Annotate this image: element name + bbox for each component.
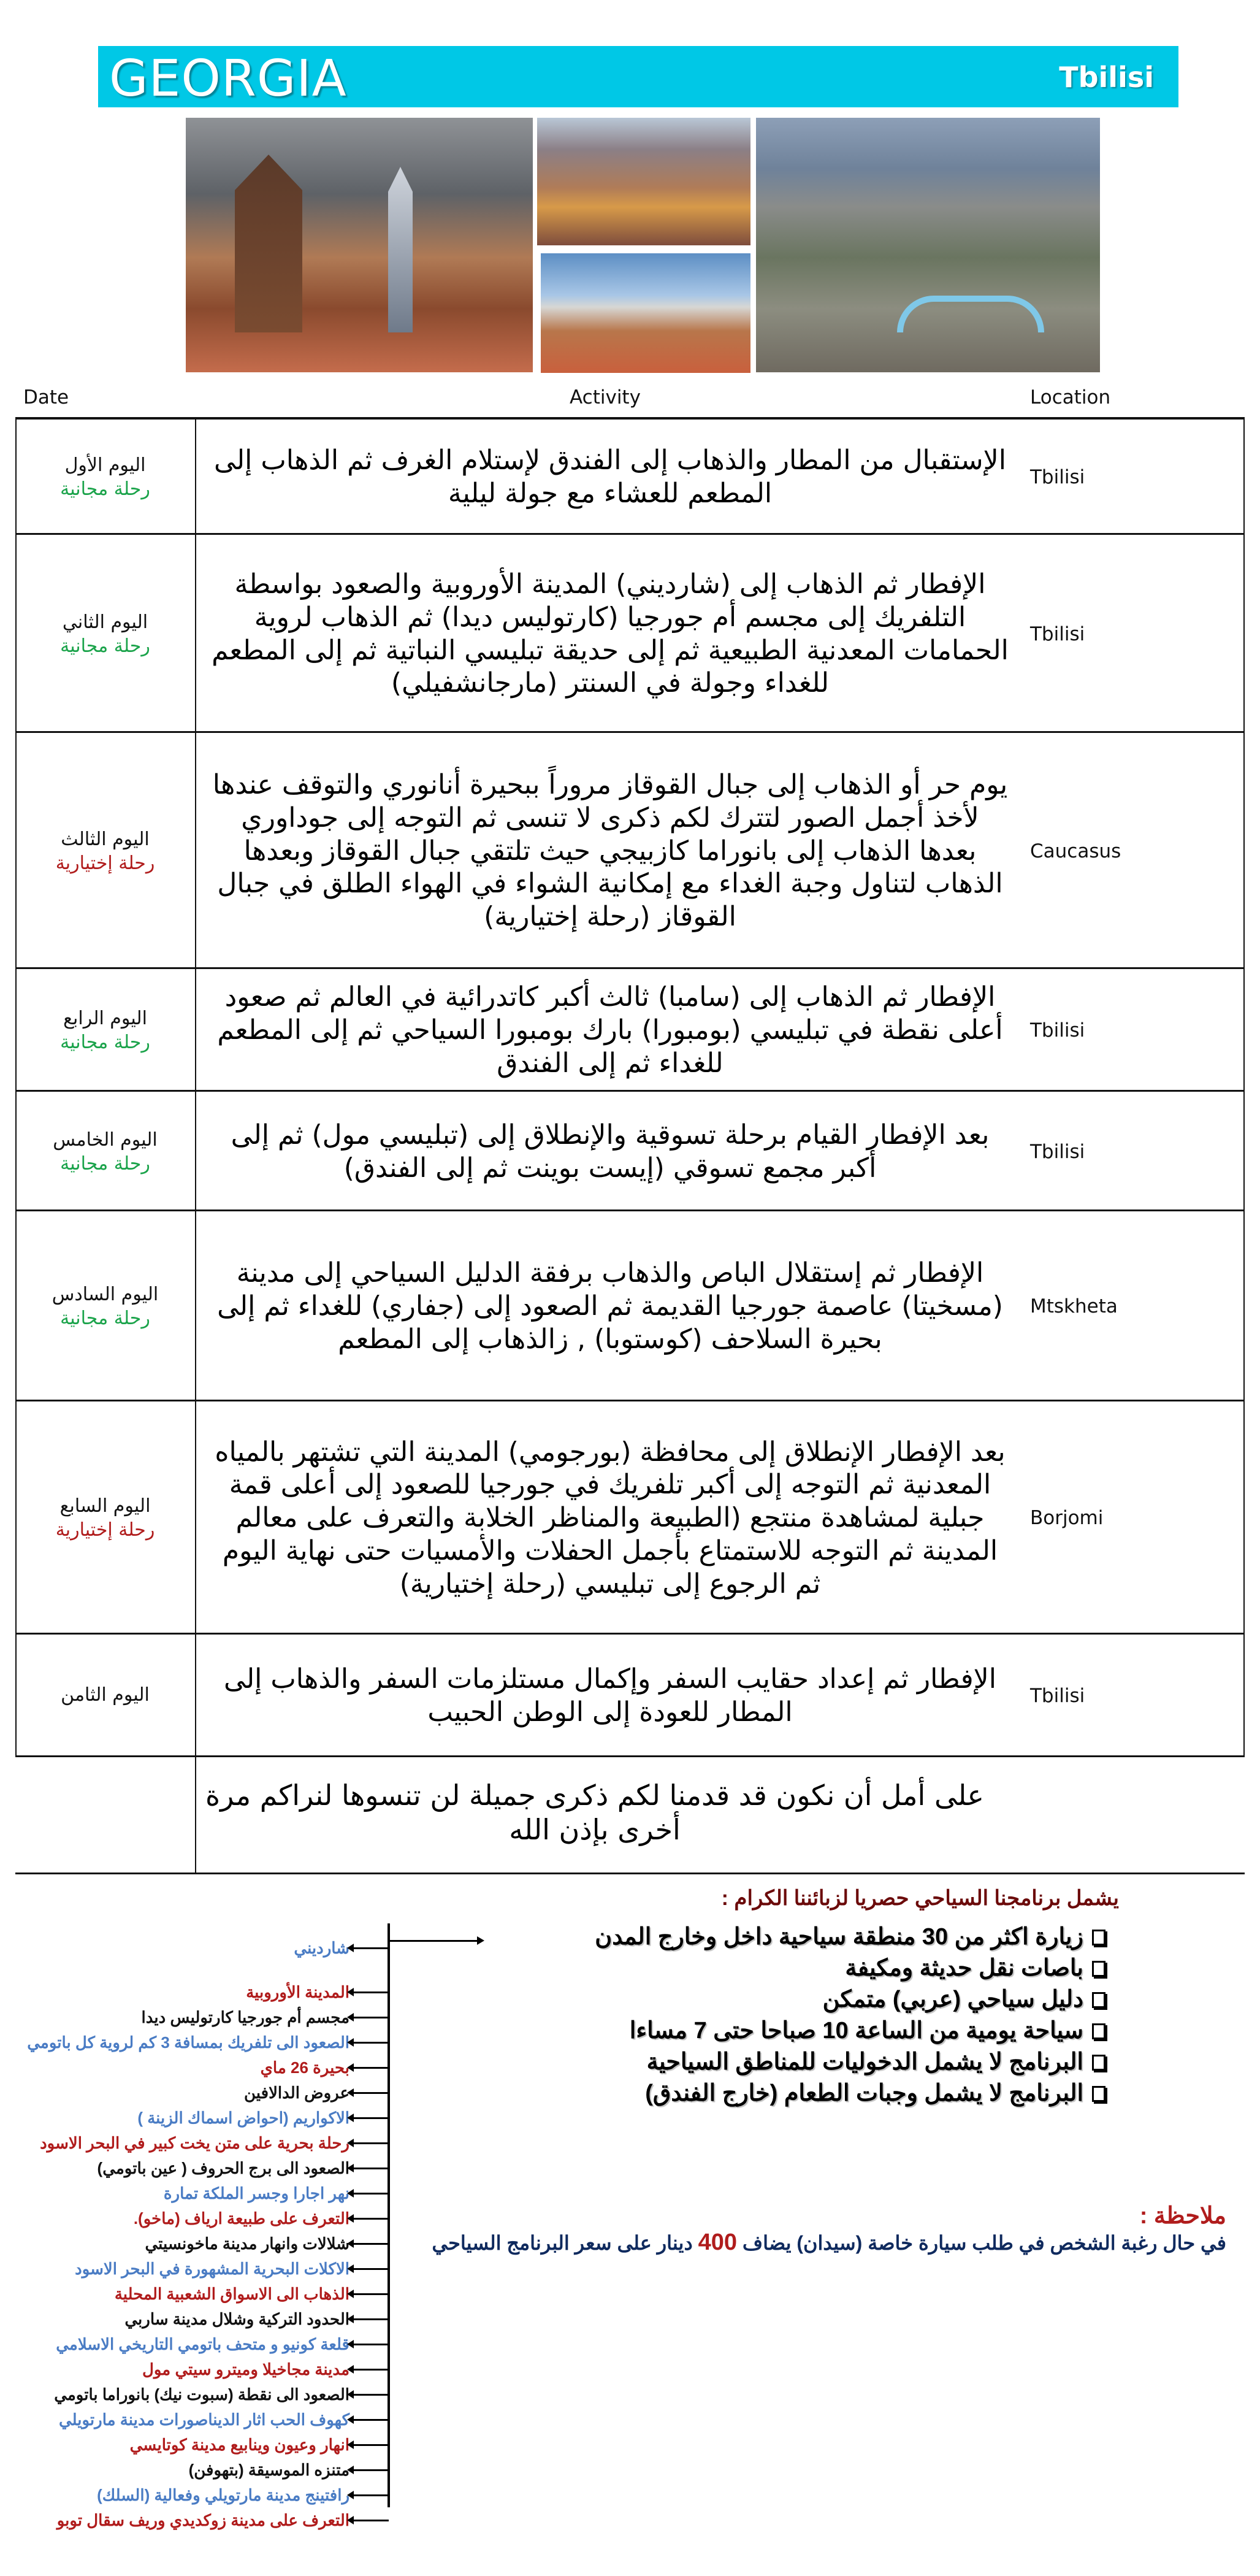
- arrow-left-icon: [353, 1947, 389, 1949]
- arrow-left-icon: [353, 2243, 389, 2245]
- day-name: اليوم الرابع: [63, 1008, 147, 1029]
- table-end-divider: [15, 1873, 1245, 1874]
- place-label: مجسم أم جورجيا كارتوليس ديدا: [141, 2007, 349, 2026]
- location-cell: Tbilisi: [1030, 1140, 1085, 1163]
- location-cell: Caucasus: [1030, 840, 1121, 862]
- place-item: [0, 2207, 389, 2229]
- includes-item-text: البرنامج لا يشمل وجبات الطعام (خارج الفندق): [645, 2080, 1083, 2106]
- table-row: [15, 535, 1245, 733]
- place-label: التعرف على طبيعة ارياف (ماخو).: [133, 2209, 349, 2228]
- place-label: الصعود الى برج الحروف ( عين باتومي): [97, 2158, 349, 2177]
- day-name: اليوم الثاني: [62, 611, 148, 633]
- header-location: Location: [1030, 386, 1111, 408]
- location-cell: Mtskheta: [1030, 1295, 1118, 1317]
- place-item: [0, 2157, 389, 2179]
- place-label: قلعة كونيو و متحف باتومي التاريخي الاسلامي: [56, 2334, 349, 2353]
- place-label: الصعود الى نقطة (سبوت نيك) بانوراما باتومي: [54, 2385, 349, 2404]
- row-border-right: [1243, 1635, 1245, 1757]
- place-item: [0, 2383, 389, 2405]
- place-label: المدينة الأوروبية: [246, 1982, 349, 2001]
- includes-item-text: دليل سياحي (عربي) متمكن: [822, 1987, 1083, 2012]
- activity-cell: الإفطار ثم الذهاب إلى (سامبا) ثالث أكبر كاتدرائية في العالم ثم صعود أعلى نقطة في تبليسي (بومبورا) بارك بومبورا السياحي ثم إلى المطعم للغداء ثم إلى الفندق: [217, 981, 1003, 1079]
- arrow-left-icon: [353, 2017, 389, 2018]
- row-border-mid: [195, 733, 196, 969]
- note-title: ملاحظة :: [1139, 2203, 1226, 2229]
- table-row: [15, 1211, 1245, 1401]
- place-label: متنزه الموسيقة (بتهوفن): [188, 2460, 349, 2479]
- day-name: اليوم الثامن: [61, 1684, 150, 1706]
- place-item: [0, 2308, 389, 2330]
- place-label: شارديني: [294, 1938, 349, 1957]
- trip-type: رحلة إختيارية: [55, 1519, 155, 1541]
- place-item: [0, 2283, 389, 2305]
- closing-message: على أمل أن نكون قد قدمنا لكم ذكرى جميلة لن تنسوها لنراكم مرة أخرى بإذن الله: [205, 1778, 984, 1846]
- place-item: [0, 2484, 389, 2506]
- place-item: [0, 2031, 389, 2053]
- arrow-left-icon: [353, 2469, 389, 2471]
- arrow-left-icon: [353, 2168, 389, 2169]
- activity-cell: الإفطار ثم الذهاب إلى (شارديني) المدينة الأوروبية والصعود بواسطة التلفريك إلى مجسم أم جورجيا (كارتوليس ديدا) ثم الذهاب لروية الحمامات المعدنية الطبيعية ثم إلى حديقة تبليسي النباتية ثم إلى المطعم للغداء وجولة في السنتر (مارجانشفيلي): [212, 569, 1009, 699]
- arrow-left-icon: [353, 2218, 389, 2220]
- header-activity: Activity: [570, 386, 641, 408]
- place-label: الذهاب الى الاسواق الشعبية المحلية: [114, 2284, 349, 2303]
- place-label: كهوف الحب اثار الديناصورات مدينة مارتويلي: [58, 2410, 349, 2429]
- day-name: اليوم السابع: [59, 1495, 151, 1517]
- note-text-after: دينار على سعر البرنامج السياحي: [432, 2232, 698, 2254]
- row-border-right: [1243, 1401, 1245, 1635]
- day-cell: [15, 733, 195, 969]
- day-cell: [15, 1211, 195, 1401]
- city-title: Tbilisi: [1059, 61, 1154, 94]
- row-border-right: [1243, 969, 1245, 1092]
- place-item: [0, 2358, 389, 2380]
- location-cell: Tbilisi: [1030, 466, 1085, 488]
- arrow-left-icon: [353, 2142, 389, 2144]
- includes-item: [595, 1953, 1105, 1984]
- place-item: [0, 2057, 389, 2079]
- place-label: رافتينج مدينة مارتويلي وفعالية (السلك): [97, 2485, 349, 2504]
- arrow-left-icon: [353, 2520, 389, 2521]
- place-item: [0, 2082, 389, 2104]
- row-border-right: [1243, 733, 1245, 969]
- arrow-left-icon: [353, 2494, 389, 2496]
- arrow-left-icon: [353, 2293, 389, 2295]
- includes-item-text: سياحة يومية من الساعة 10 صباحا حتى 7 مساءا: [629, 2018, 1083, 2044]
- day-cell: [15, 1635, 195, 1757]
- includes-item: [595, 1984, 1105, 2015]
- includes-title: يشمل برنامجنا السياحي حصريا لزبائننا الكرام :: [721, 1887, 1119, 1910]
- includes-item: [595, 2015, 1105, 2047]
- place-item: [0, 2132, 389, 2154]
- includes-item-text: باصات نقل حديثة ومكيفة: [845, 1955, 1083, 1981]
- row-border-mid: [195, 1092, 196, 1211]
- arrow-left-icon: [353, 2369, 389, 2371]
- table-row: [15, 420, 1245, 535]
- photo-tbilisi-aerial: [756, 118, 1100, 372]
- place-label: التعرف على مدينة زوكديدي وريف سقال توبو: [56, 2510, 349, 2529]
- note-text: [432, 2229, 1226, 2256]
- table-row: [15, 1401, 1245, 1635]
- table-row: [15, 1635, 1245, 1757]
- location-cell: Tbilisi: [1030, 1685, 1085, 1707]
- day-cell: [15, 1401, 195, 1635]
- trip-type: رحلة إختيارية: [55, 852, 155, 874]
- place-item: [0, 1937, 389, 1959]
- arrow-left-icon: [353, 2092, 389, 2094]
- arrow-left-icon: [353, 2419, 389, 2421]
- row-border-right: [1243, 420, 1245, 535]
- day-cell: [15, 969, 195, 1092]
- trip-type: رحلة مجانية: [60, 635, 150, 657]
- location-cell: Borjomi: [1030, 1507, 1104, 1529]
- row-border-mid: [195, 969, 196, 1092]
- arrow-right-icon: [477, 1936, 484, 1945]
- place-item: [0, 2333, 389, 2355]
- row-border-right: [1243, 1092, 1245, 1211]
- arrow-left-icon: [353, 2344, 389, 2345]
- trip-type: رحلة مجانية: [60, 1308, 150, 1329]
- includes-item-text: البرنامج لا يشمل الدخوليات للمناطق السياحية: [646, 2049, 1083, 2075]
- place-label: بحيرة 26 ماي: [260, 2058, 349, 2077]
- row-border-right: [1243, 1211, 1245, 1401]
- day-cell: [15, 420, 195, 535]
- arrow-left-icon: [353, 2193, 389, 2195]
- place-label: رحلة بحرية على متن يخت كبير في البحر الاسود: [40, 2133, 349, 2152]
- photo-tbilisi-dusk: [537, 118, 750, 245]
- row-border-mid: [195, 1211, 196, 1401]
- arrow-left-icon: [353, 2042, 389, 2044]
- place-item: [0, 2459, 389, 2481]
- activity-cell: بعد الإفطار الإنطلاق إلى محافظة (بورجومي) المدينة التي تشتهر بالمياه المعدنية ثم التوجه إلى أكبر تلفريك في جورجيا للصعود إلى أعلى قمة جبلية لمشاهدة منتجع (الطبيعة والمناظر الخلابة والتعرف على معالم المدينة ثم التوجه للاستمتاع بأجمل الحفلات والأمسيات حتى نهاية اليوم ثم الرجوع إلى تبليسي (رحلة إختيارية): [215, 1436, 1006, 1600]
- trip-type: رحلة مجانية: [60, 1152, 150, 1175]
- row-border-mid: [195, 1635, 196, 1757]
- arrow-left-icon: [353, 2067, 389, 2069]
- activity-cell: الإفطار ثم إستقلال الباص والذهاب برفقة الدليل السياحي إلى مدينة (مسخيتا) عاصمة جورجيا القديمة ثم الصعود إلى (جفاري) للغداء ثم إلى بحيرة السلاحف (كوستوبا) , زالذهاب إلى المطعم: [217, 1257, 1003, 1355]
- includes-list: [595, 1922, 1105, 2109]
- activity-cell: بعد الإفطار القيام برحلة تسوقية والإنطلاق إلى (تبليسي مول) ثم إلى أكبر مجمع تسوقي (إيست بوينت ثم إلى الفندق): [231, 1119, 990, 1184]
- row-border-mid: [195, 420, 196, 535]
- row-border-mid: [195, 535, 196, 733]
- place-item: [0, 2233, 389, 2255]
- arrow-left-icon: [353, 2394, 389, 2396]
- place-label: الاكلات البحرية المشهورة في البحر الاسود: [75, 2259, 349, 2278]
- place-item: [0, 2107, 389, 2129]
- activity-cell: يوم حر أو الذهاب إلى جبال القوقاز مروراً ببحيرة أنانوري والتوقف عندها لأخذ أجمل الصور لتترك لكم ذكرى لا تنسى ثم التوجه إلى جوداوري بعدها الذهاب إلى بانوراما كازبيجي حيث تلتقي جبال القوقاز وبعدها الذهاب لتناول وجبة الغداء مع إمكانية الشواء في الهواء الطلق في جبال القوقاز (رحلة إختيارية): [212, 769, 1008, 932]
- place-label: الاكواريم (احواض اسماك الزينة ): [137, 2108, 349, 2127]
- day-name: اليوم الأول: [64, 454, 146, 476]
- place-label: شلالات وانهار مدينة ماخونسيتي: [145, 2234, 349, 2253]
- includes-item: [595, 1922, 1105, 1953]
- checkbox-icon: [1092, 1992, 1105, 2008]
- place-item: [0, 2258, 389, 2280]
- place-item: [0, 2182, 389, 2204]
- table-row: [15, 733, 1245, 969]
- day-name: اليوم الخامس: [53, 1129, 158, 1151]
- table-row: [15, 1092, 1245, 1211]
- photo-tbilisi-old-town: [541, 253, 750, 373]
- place-label: نهر اجارا وجسر الملكة تمارة: [163, 2183, 349, 2202]
- bridge-of-peace-shape: [897, 296, 1044, 332]
- place-item: [0, 2509, 389, 2531]
- arrow-left-icon: [353, 1991, 389, 1993]
- trip-type: رحلة مجانية: [60, 478, 150, 500]
- place-item: [0, 2434, 389, 2456]
- activity-cell: الإستقبال من المطار والذهاب إلى الفندق لإستلام الغرف ثم الذهاب إلى المطعم للعشاء مع جولة ليلية: [214, 445, 1006, 509]
- activity-cell: الإفطار ثم إعداد حقايب السفر وإكمال مستلزمات السفر والذهاب إلى المطار للعودة إلى الوطن الحبيب: [224, 1663, 996, 1728]
- trip-type: رحلة مجانية: [60, 1032, 150, 1053]
- clock-tower-shape: [235, 155, 302, 332]
- place-label: انهار وعيون وينابيع مدينة كوتايسي: [129, 2435, 349, 2454]
- country-title: GEORGIA: [109, 50, 347, 108]
- header-date: Date: [23, 386, 69, 408]
- row-border-mid: [195, 1401, 196, 1635]
- arrow-left-icon: [353, 2117, 389, 2119]
- place-item: [0, 2006, 389, 2028]
- place-item: [0, 1981, 389, 2003]
- includes-item-text: زيارة اكثر من 30 منطقة سياحية داخل وخارج المدن: [595, 1924, 1083, 1950]
- includes-item: [595, 2078, 1105, 2109]
- note-text-before: في حال رغبة الشخص في طلب سيارة خاصة (سيدان) يضاف: [737, 2232, 1226, 2254]
- photo-batumi-square: [186, 118, 533, 372]
- checkbox-icon: [1092, 2086, 1105, 2102]
- day-name: اليوم الثالث: [61, 828, 150, 850]
- row-border-right: [1243, 535, 1245, 733]
- checkbox-icon: [1092, 2023, 1105, 2039]
- location-cell: Tbilisi: [1030, 1019, 1085, 1041]
- day-cell: [15, 1092, 195, 1211]
- table-row: [15, 969, 1245, 1092]
- title-banner: [98, 46, 1178, 107]
- day-cell: [15, 535, 195, 733]
- arrow-left-icon: [353, 2268, 389, 2270]
- place-label: الصعود الى تلفريك بمسافة 3 كم لروية كل باتومي: [27, 2033, 349, 2052]
- tree-main-connector: [389, 1940, 481, 1942]
- checkbox-icon: [1092, 2055, 1105, 2071]
- arrow-left-icon: [353, 2318, 389, 2320]
- place-label: مدينة مجاخيلا وميترو سيتي مول: [142, 2359, 349, 2379]
- spire-shape: [388, 167, 413, 332]
- note-amount: 400: [698, 2229, 737, 2255]
- checkbox-icon: [1092, 1930, 1105, 1945]
- location-cell: Tbilisi: [1030, 623, 1085, 645]
- place-item: [0, 2409, 389, 2431]
- includes-item: [595, 2047, 1105, 2078]
- arrow-left-icon: [353, 2444, 389, 2446]
- checkbox-icon: [1092, 1961, 1105, 1977]
- place-label: الحدود التركية وشلال مدينة ساربي: [124, 2309, 349, 2328]
- day-name: اليوم السادس: [52, 1284, 159, 1305]
- place-label: عروض الدالافين: [244, 2083, 349, 2102]
